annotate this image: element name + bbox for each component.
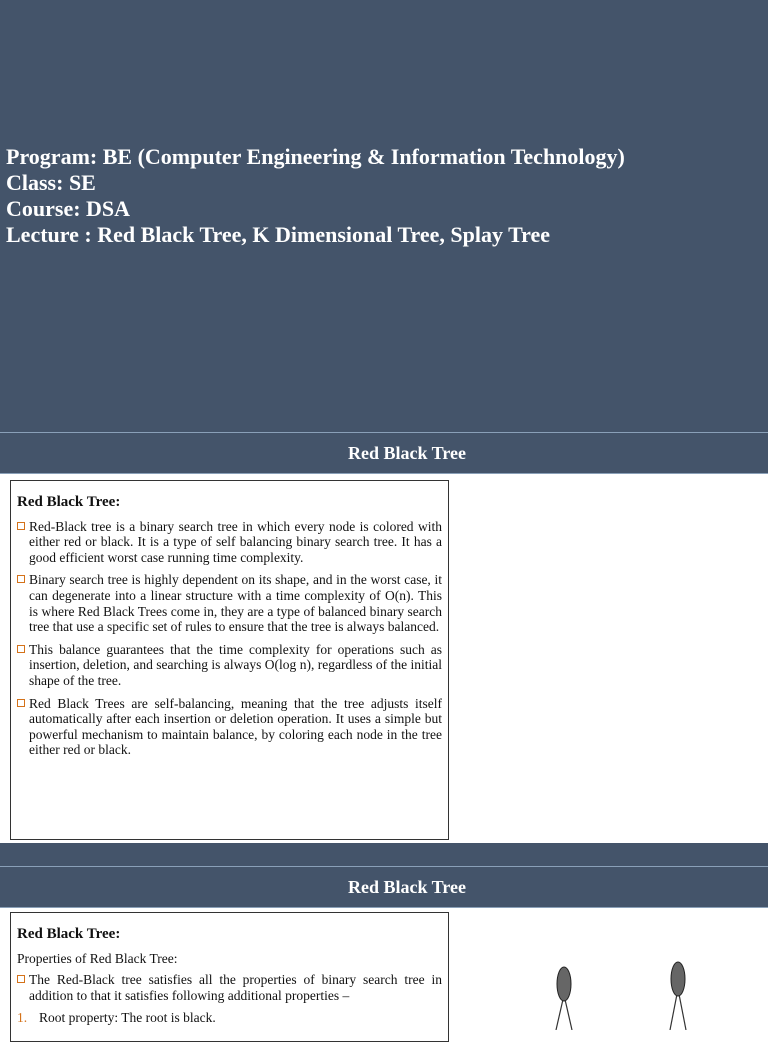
list-item: Red Black Trees are self-balancing, meaning that the tree adjusts itself automatically after each insertion or deletion operation. It uses a simple but powerful mechanism to maintain balance, by coloring each node in the tree either red or black. bbox=[17, 696, 442, 758]
slide1-body bbox=[0, 474, 768, 843]
slide2-header-text: Red Black Tree bbox=[348, 877, 466, 897]
list-item: Binary search tree is highly dependent on its shape, and in the worst case, it can degenerate into a linear structure with a time complexity of O(n). This is where Red Black Trees come in, they are a type of balanced binary search tree that use a specific set of rules to ensure that the tree is always balanced. bbox=[17, 572, 442, 634]
slide2-content-box bbox=[10, 912, 449, 1042]
list-item: The Red-Black tree satisfies all the properties of binary search tree in addition to that it satisfies following additional properties – bbox=[17, 972, 442, 1003]
slide1-header bbox=[0, 432, 768, 474]
square-bullet-icon bbox=[17, 645, 25, 653]
slide2-box-title: Red Black Tree: bbox=[17, 926, 121, 942]
slide2-subtitle: Properties of Red Black Tree: bbox=[17, 950, 178, 966]
square-bullet-icon bbox=[17, 522, 25, 530]
list-item: 1. Root property: The root is black. bbox=[17, 1010, 216, 1026]
slide2-header bbox=[0, 866, 768, 908]
right-node-group bbox=[670, 962, 686, 1030]
square-bullet-icon bbox=[17, 699, 25, 707]
list-item: This balance guarantees that the time complexity for operations such as insertion, deletion, and searching is always O(log n), regardless of the initial shape of the tree. bbox=[17, 642, 442, 689]
slide1-header-text: Red Black Tree bbox=[348, 443, 466, 463]
tree-diagram-figure bbox=[540, 955, 710, 1030]
list-item: Red-Black tree is a binary search tree in which every node is colored with either red or black. It is a type of self balancing binary search tree. It has a good efficient worst case running time complexity. bbox=[17, 519, 442, 566]
square-bullet-icon bbox=[17, 575, 25, 583]
title-slide bbox=[0, 0, 768, 432]
right-tree-node bbox=[671, 962, 685, 996]
slide-separator bbox=[0, 843, 768, 866]
left-tree-node bbox=[557, 967, 571, 1001]
program-line: Program: BE (Computer Engineering & Information Technology) bbox=[6, 144, 625, 169]
slide1-box-title: Red Black Tree: bbox=[17, 494, 121, 510]
title-text-block bbox=[6, 144, 625, 248]
lecture-line: Lecture : Red Black Tree, K Dimensional Tree, Splay Tree bbox=[6, 222, 551, 247]
slide1-content-box bbox=[10, 480, 449, 840]
square-bullet-icon bbox=[17, 975, 25, 983]
class-line: Class: SE bbox=[6, 170, 96, 195]
course-line: Course: DSA bbox=[6, 196, 131, 221]
left-node-group bbox=[556, 967, 572, 1030]
